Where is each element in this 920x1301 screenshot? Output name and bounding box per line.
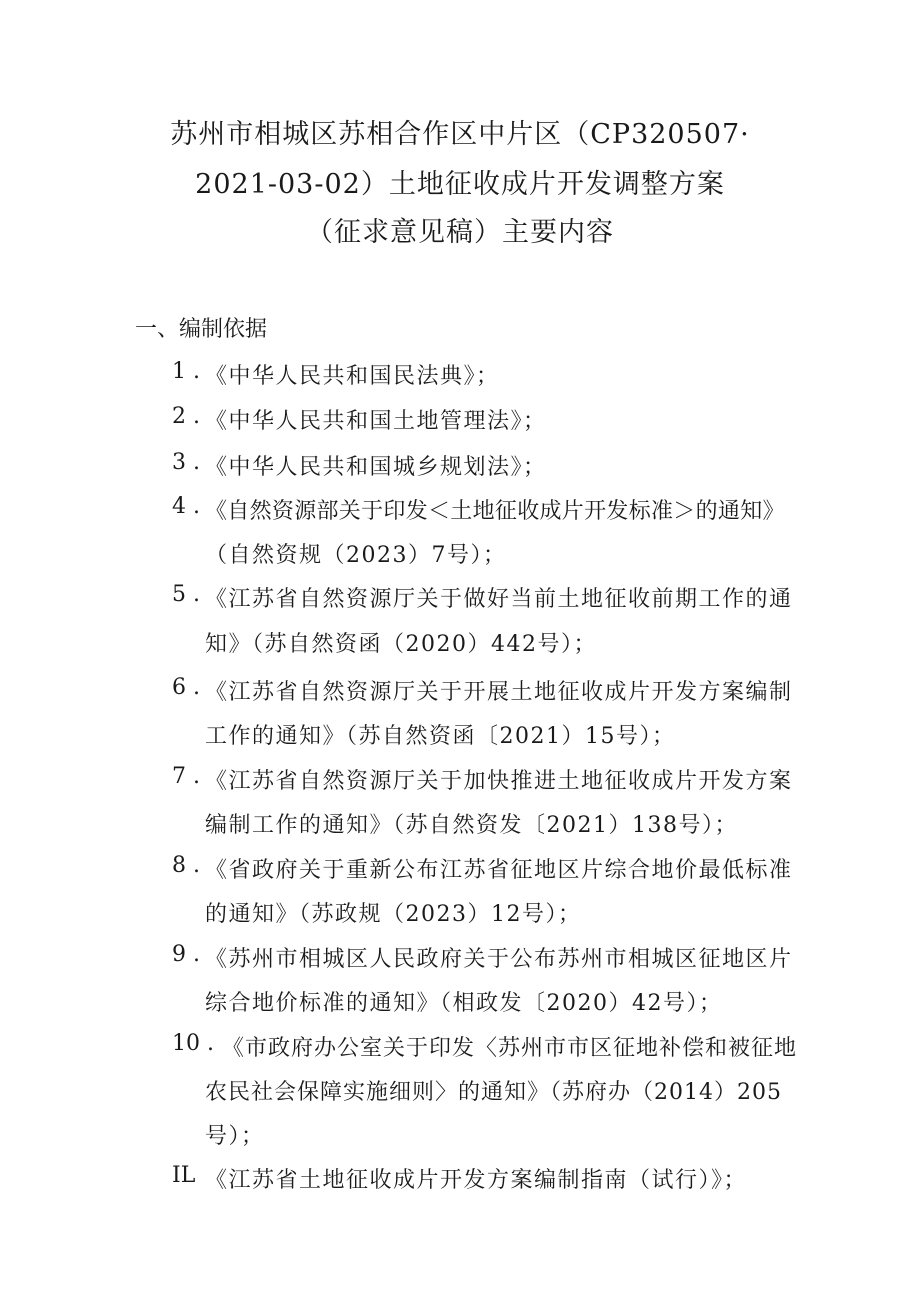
list-item-text: 农民社会保障实施细则〉的通知》（苏府办（2014）205: [205, 1080, 782, 1105]
list-item-text: 知》（苏自然资函（2020）442号）；: [205, 632, 597, 657]
list-item-number: IL: [172, 1163, 196, 1188]
document-title-line-2: 2021-03-02）土地征收成片开发调整方案: [195, 169, 725, 200]
list-item-text: 《市政府办公室关于印发〈苏州市市区征地补偿和被征地: [222, 1036, 798, 1061]
section-heading-basis: 一、编制依据: [135, 317, 268, 342]
list-item-text: 《中华人民共和国民法典》；: [205, 364, 500, 389]
list-item-text: 编制工作的通知》（苏自然资发〔2021）138号）；: [205, 813, 738, 838]
list-item-number: 3 .: [172, 450, 200, 475]
list-item-text: 号）；: [205, 1124, 265, 1149]
list-item-number: 7 .: [172, 764, 200, 789]
list-item-number: 10 .: [172, 1031, 214, 1056]
list-item-text: 《中华人民共和国土地管理法》；: [205, 409, 547, 434]
list-item-text: 《江苏省土地征收成片开发方案编制指南（试行）》；: [205, 1168, 748, 1193]
document-title-line-3: （征求意见稿）主要内容: [306, 217, 614, 248]
list-item-text: 《江苏省自然资源厅关于做好当前土地征收前期工作的通: [205, 587, 793, 612]
list-item-number: 6 .: [172, 675, 200, 700]
list-item-number: 2 .: [172, 404, 200, 429]
list-item-number: 9 .: [172, 942, 200, 967]
list-item-text: 《江苏省自然资源厅关于开展土地征收成片开发方案编制: [205, 680, 793, 705]
list-item-text: 《中华人民共和国城乡规划法》；: [205, 455, 547, 480]
list-item-number: 4 .: [172, 494, 200, 519]
list-item-number: 5 .: [172, 582, 200, 607]
list-item-text: 《苏州市相城区人民政府关于公布苏州市相城区征地区片: [205, 947, 793, 972]
list-item-text: 《自然资源部关于印发＜土地征收成片开发标准＞的通知》: [205, 499, 785, 524]
list-item-text: 综合地价标准的通知》（相政发〔2020）42号）；: [205, 991, 723, 1016]
document-title-line-1: 苏州市相城区苏相合作区中片区（CP320507·: [170, 119, 750, 150]
list-item-text: 工作的通知》（苏自然资函〔2021）15号）；: [205, 724, 676, 749]
list-item-number: 8 .: [172, 853, 200, 878]
list-item-text: 的通知》（苏政规（2023）12号）；: [205, 902, 582, 927]
list-item-text: 《省政府关于重新公布江苏省征地区片综合地价最低标准: [205, 858, 793, 883]
list-item-text: 《江苏省自然资源厅关于加快推进土地征收成片开发方案: [205, 769, 793, 794]
list-item-number: 1 .: [172, 359, 200, 384]
list-item-text: （自然资规（2023）7号）；: [205, 543, 507, 568]
